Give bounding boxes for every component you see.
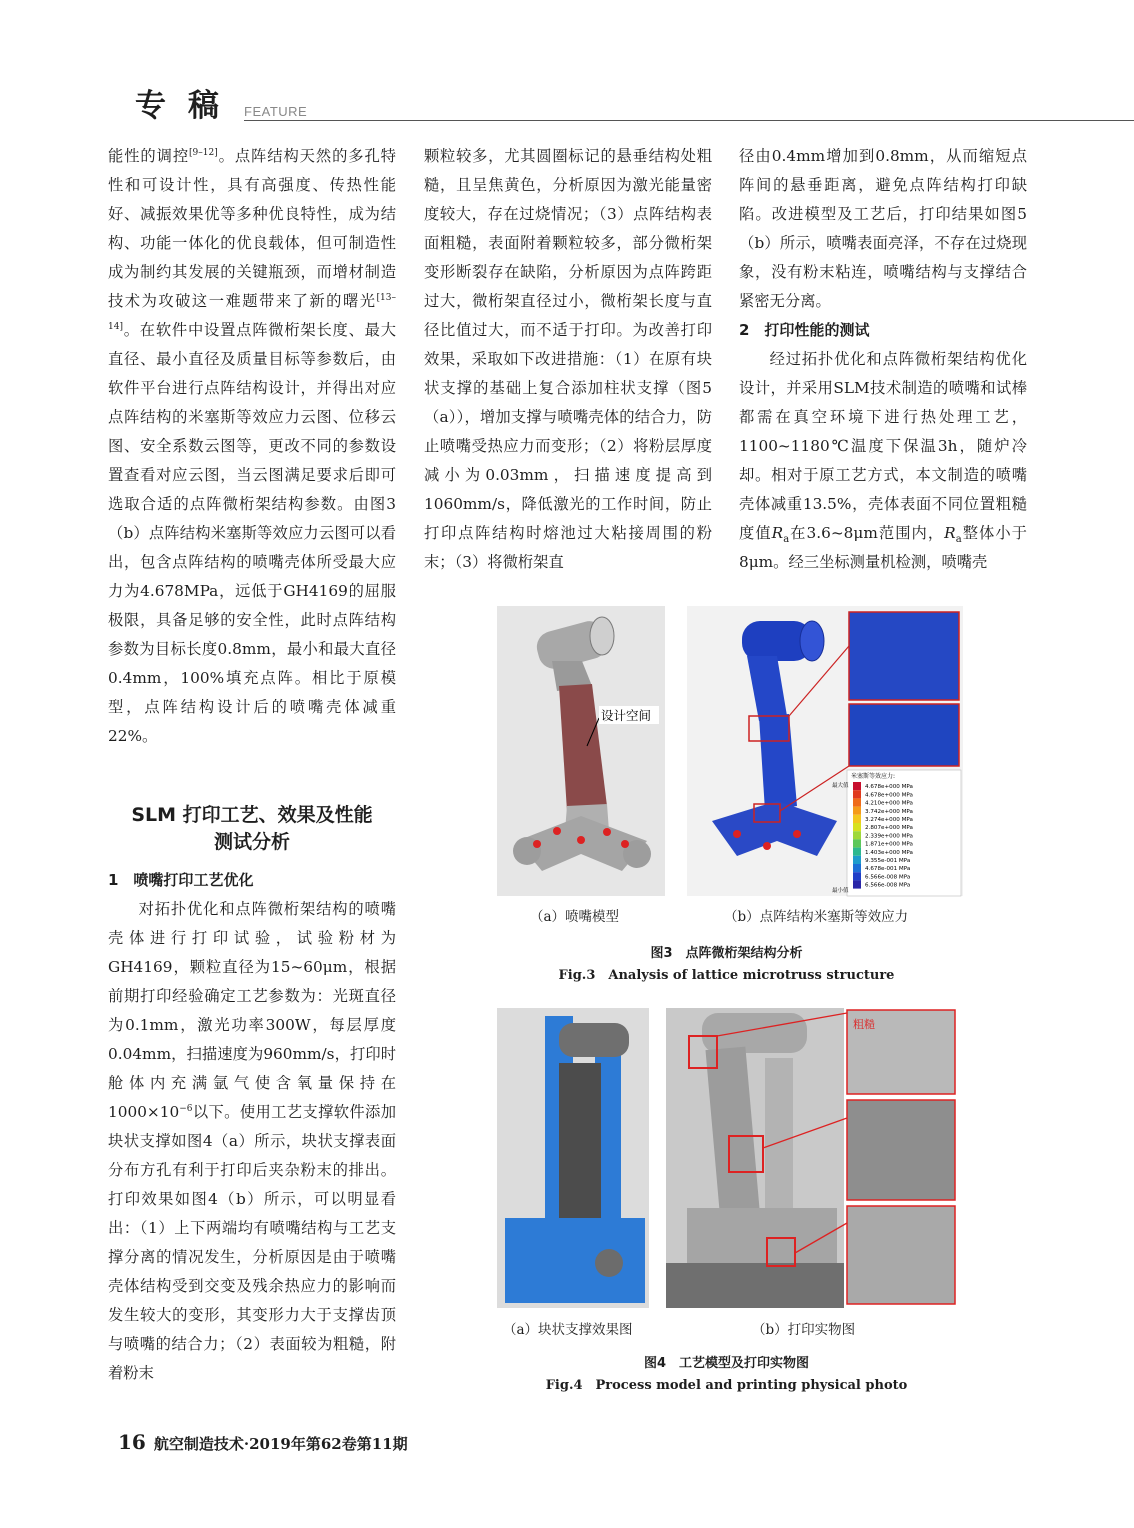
page-footer [118,1430,408,1454]
legend-value: 1.403e+000 MPa [865,849,913,856]
subsection-heading: 2 打印性能的测试 [739,321,870,339]
legend-value: 3.742e+000 MPa [865,808,913,815]
figure-3 [497,606,963,898]
legend-title: 米塞斯等效应力: [851,773,896,780]
paragraph: 能性的调控[9–12]。点阵结构天然的多孔特性和可设计性，具有高强度、传热性能好、减振效果优等多种优良特性，成为结构、功能一体化的优良载体，但可制造性成为制约其发展的关键瓶颈，而增材制造技术为攻破这一难题带来了新的曙光[13–14]。在软件中设置点阵微桁架长度、最大直径、最小直径及质量目标等参数后，由软件平台进行点阵结构设计，并得出对应点阵结构的米塞斯等效应力云图、位移云图、安全系数云图等，更改不同的参数设置查看对应云图，当云图满足要求后即可选取合适的点阵微桁架结构参数。由图3（b）点阵结构米塞斯等效应力云图可以看出，包含点阵结构的喷嘴壳体所受最大应力为4.678MPa，远低于GH4169的屈服极限，具备足够的安全性，此时点阵结构参数为目标长度0.8mm，最小和最大直径0.4mm，100%填充点阵。相比于原模型，点阵结构设计后的喷嘴壳体减重22%。 [108,147,396,745]
page-header [108,80,1134,124]
legend-swatch [853,815,861,823]
support-model-image [497,1008,649,1308]
printed-part-photo [666,1008,955,1308]
section-title: 专稿 [135,88,241,124]
figure-4 [497,1008,957,1308]
legend-value: 9.355e-001 MPa [865,858,911,864]
legend-swatch [853,831,861,839]
fig3-caption-en: Fig.3 Analysis of lattice microtruss structure [558,968,895,983]
fig4-subcaption-b: （b）打印实物图 [752,1322,856,1338]
legend-swatch [853,848,861,856]
legend-value: 2.339e+000 MPa [865,833,913,840]
text-column-3 [739,142,1027,577]
paragraph: 径由0.4mm增加到0.8mm，从而缩短点阵间的悬垂距离，避免点阵结构打印缺陷。改进模型及工艺后，打印结果如图5（b）所示，喷嘴表面亮泽，不存在过烧现象，没有粉末粘连，喷嘴结构与支撑结合紧密无分离。 [739,147,1027,310]
legend-value: 4.678e+000 MPa [865,792,913,799]
page-number: 16 [118,1430,146,1454]
fig4-subcaption-a: （a）块状支撑效果图 [503,1322,633,1338]
subsection-heading: 1 喷嘴打印工艺优化 [108,871,254,889]
rough-label: 粗糙 [853,1018,875,1031]
legend-value: 4.210e+000 MPa [865,800,913,807]
journal-info: 航空制造技术·2019年第62卷第11期 [153,1435,408,1453]
paragraph: 经过拓扑优化和点阵微桁架结构优化设计，并采用SLM技术制造的喷嘴和试棒都需在真空环境下进行热处理工艺，1100~1180℃温度下保温3h，随炉冷却。相对于原工艺方式，本文制造的喷嘴壳体减重13.5%，壳体表面不同位置粗糙度值$R_a$在3.6~8μm范围内，$R_a$整体小于8μm。经三坐标测量机检测，喷嘴壳 [739,350,1027,571]
paragraph: 颗粒较多，尤其圆圈标记的悬垂结构处粗糙，且呈焦黄色，分析原因为激光能量密度较大，存在过烧情况；（3）点阵结构表面粗糙，表面附着颗粒较多，部分微桁架变形断裂存在缺陷，分析原因为点阵跨距过大，微桁架直径过小，微桁架长度与直径比值过大，而不适于打印。为改善打印效果，采取如下改进措施：（1）在原有块状支撑的基础上复合添加柱状支撑（图5（a）），增加支撑与喷嘴壳体的结合力，防止喷嘴受热应力而变形；（2）将粉层厚度减小为0.03mm，扫描速度提高到1060mm/s，降低激光的工作时间，防止打印点阵结构时熔池过大粘接周围的粉末；（3）将微桁架直 [424,147,712,571]
fig3-subcaption-a: （a）喷嘴模型 [530,909,620,925]
legend-min-label: 最小值 [832,888,849,894]
fig4-caption-cn: 图4 工艺模型及打印实物图 [643,1356,810,1371]
legend-value: 1.871e+000 MPa [865,841,913,848]
citation: [13–14] [108,292,396,332]
legend-swatch [853,823,861,831]
legend-swatch [853,807,861,815]
legend-swatch [853,880,861,888]
fig4-caption-en: Fig.4 Process model and printing physical photo [545,1378,908,1393]
legend-swatch [853,790,861,798]
header-rule [244,120,1134,121]
section-subtitle: FEATURE [244,104,308,119]
text-column-1 [108,142,396,751]
legend-max-label: 最大值 [832,783,849,789]
legend-swatch [853,839,861,847]
legend-value: 3.274e+000 MPa [865,817,913,823]
paragraph: 对拓扑优化和点阵微桁架结构的喷嘴壳体进行打印试验，试验粉材为GH4169，颗粒直径为15~60μm，根据前期打印经验确定工艺参数为：光斑直径为0.1mm，激光功率300W，每层厚度0.04mm，扫描速度为960mm/s，打印时舱体内充满氩气使含氧量保持在$1000\times 10^{-6}$以下。使用工艺支撑软件添加块状支撑如图4（a）所示，块状支撑表面分布方孔有利于打印后夹杂粉末的排出。打印效果如图4（b）所示，可以明显看出：（1）上下两端均有喷嘴结构与工艺支撑分离的情况发生，分析原因是由于喷嘴壳体结构受到交变及残余热应力的影响而发生较大的变形，其变形力大于支撑齿顶与喷嘴的结合力；（2）表面较为粗糙，附着粉末 [108,900,396,1382]
section-heading: SLM 打印工艺、效果及性能 测试分析 [131,804,373,853]
legend-value: 2.807e+000 MPa [865,825,913,832]
legend-swatch [853,798,861,806]
nozzle-model-image [497,606,665,896]
design-space-label: 设计空间 [601,708,652,723]
fig3-subcaption-b: （b）点阵结构米塞斯等效应力 [724,909,909,925]
stress-contour-image [687,606,963,896]
legend-swatch [853,864,861,872]
fig3-caption-cn: 图3 点阵微桁架结构分析 [650,946,803,961]
legend-value: 6.566e-008 MPa [865,874,911,881]
legend-value: 4.678e+000 MPa [865,784,913,791]
citation: [9–12] [189,147,218,158]
legend-swatch [853,782,861,790]
legend-value: 6.566e-008 MPa [865,882,911,889]
legend-swatch [853,872,861,880]
legend-swatch [853,856,861,864]
text-column-1-lower [108,866,396,1388]
text-column-2 [424,142,712,577]
legend-value: 4.678e-001 MPa [865,866,911,873]
